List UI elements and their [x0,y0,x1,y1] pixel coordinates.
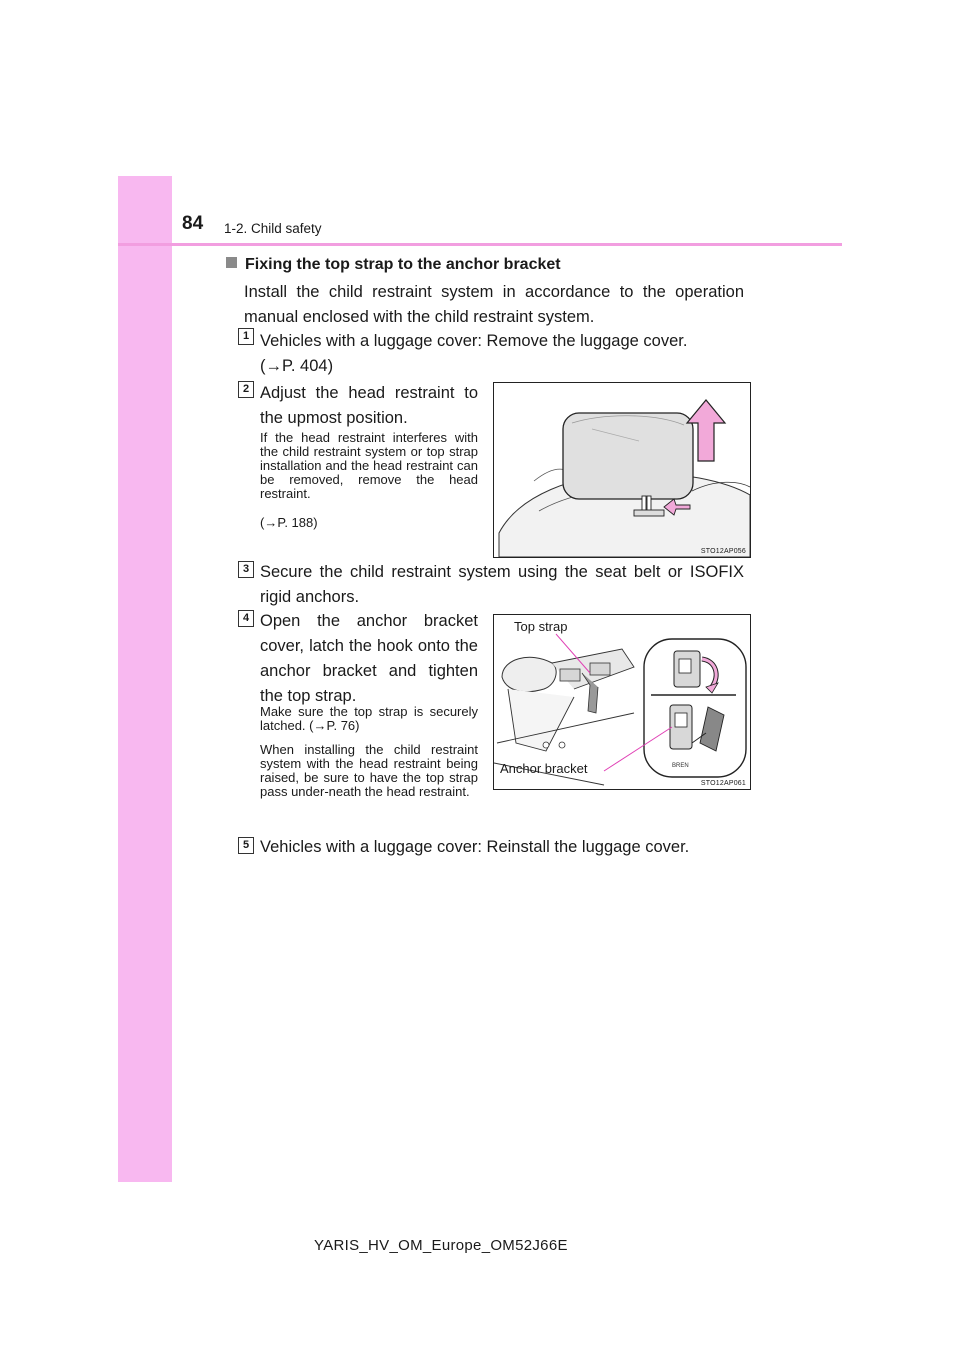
subsection-heading [226,256,561,274]
side-margin-band [118,176,172,1182]
figure-anchor-bracket [493,614,751,790]
step-1-text: Vehicles with a luggage cover: Remove the luggage cover. [260,332,688,350]
step-4-note-1: Make sure the top strap is securely latched. (→P. 76) [260,704,478,733]
page-number: 84 [182,213,204,234]
step-number-1: 1 [238,328,254,345]
figure-code: STO12AP061 [700,780,746,787]
step-number-3: 3 [238,561,254,578]
step-2-text: Adjust the head restraint to the upmost position. [260,384,478,427]
anchor-bracket-illustration [494,615,750,789]
head-restraint-illustration [494,383,750,557]
figure-head-restraint [493,382,751,558]
step-4-text: Open the anchor bracket cover, latch the hook onto the anchor bracket and tighten the top strap. [260,612,478,705]
heading-text: Fixing the top strap to the anchor bracket [245,256,561,273]
step-5-text: Vehicles with a luggage cover: Reinstall the luggage cover. [260,838,690,856]
top-strap-label: Top strap [514,619,568,634]
anchor-bracket-label: Anchor bracket [500,761,588,776]
step-2-note: If the head restraint interferes with the child restraint system or top strap installation and the head restraint can be removed, remove the head restraint. [260,430,478,501]
document-footer: YARIS_HV_OM_Europe_OM52J66E [314,1237,568,1254]
section-title: 1-2. Child safety [224,221,322,236]
step-3-text: Secure the child restraint system using the seat belt or ISOFIX rigid anchors. [260,563,744,606]
svg-text:BREN: BREN [672,763,689,769]
square-bullet-icon [226,257,237,268]
step-number-5: 5 [238,837,254,854]
step-1-ref: (→P. 404) [260,357,334,375]
step-4-note-2: When installing the child restraint system with the head restraint being raised, be sure to have the top strap pass under-neath the head restraint. [260,742,478,799]
step-number-4: 4 [238,610,254,627]
intro-paragraph: Install the child restraint system in accordance to the operation manual enclosed with the child restraint system. [244,283,744,326]
step-2-note-ref: (→P. 188) [260,515,318,530]
header-divider [118,243,842,246]
figure-code: STO12AP056 [700,548,746,555]
step-number-2: 2 [238,381,254,398]
